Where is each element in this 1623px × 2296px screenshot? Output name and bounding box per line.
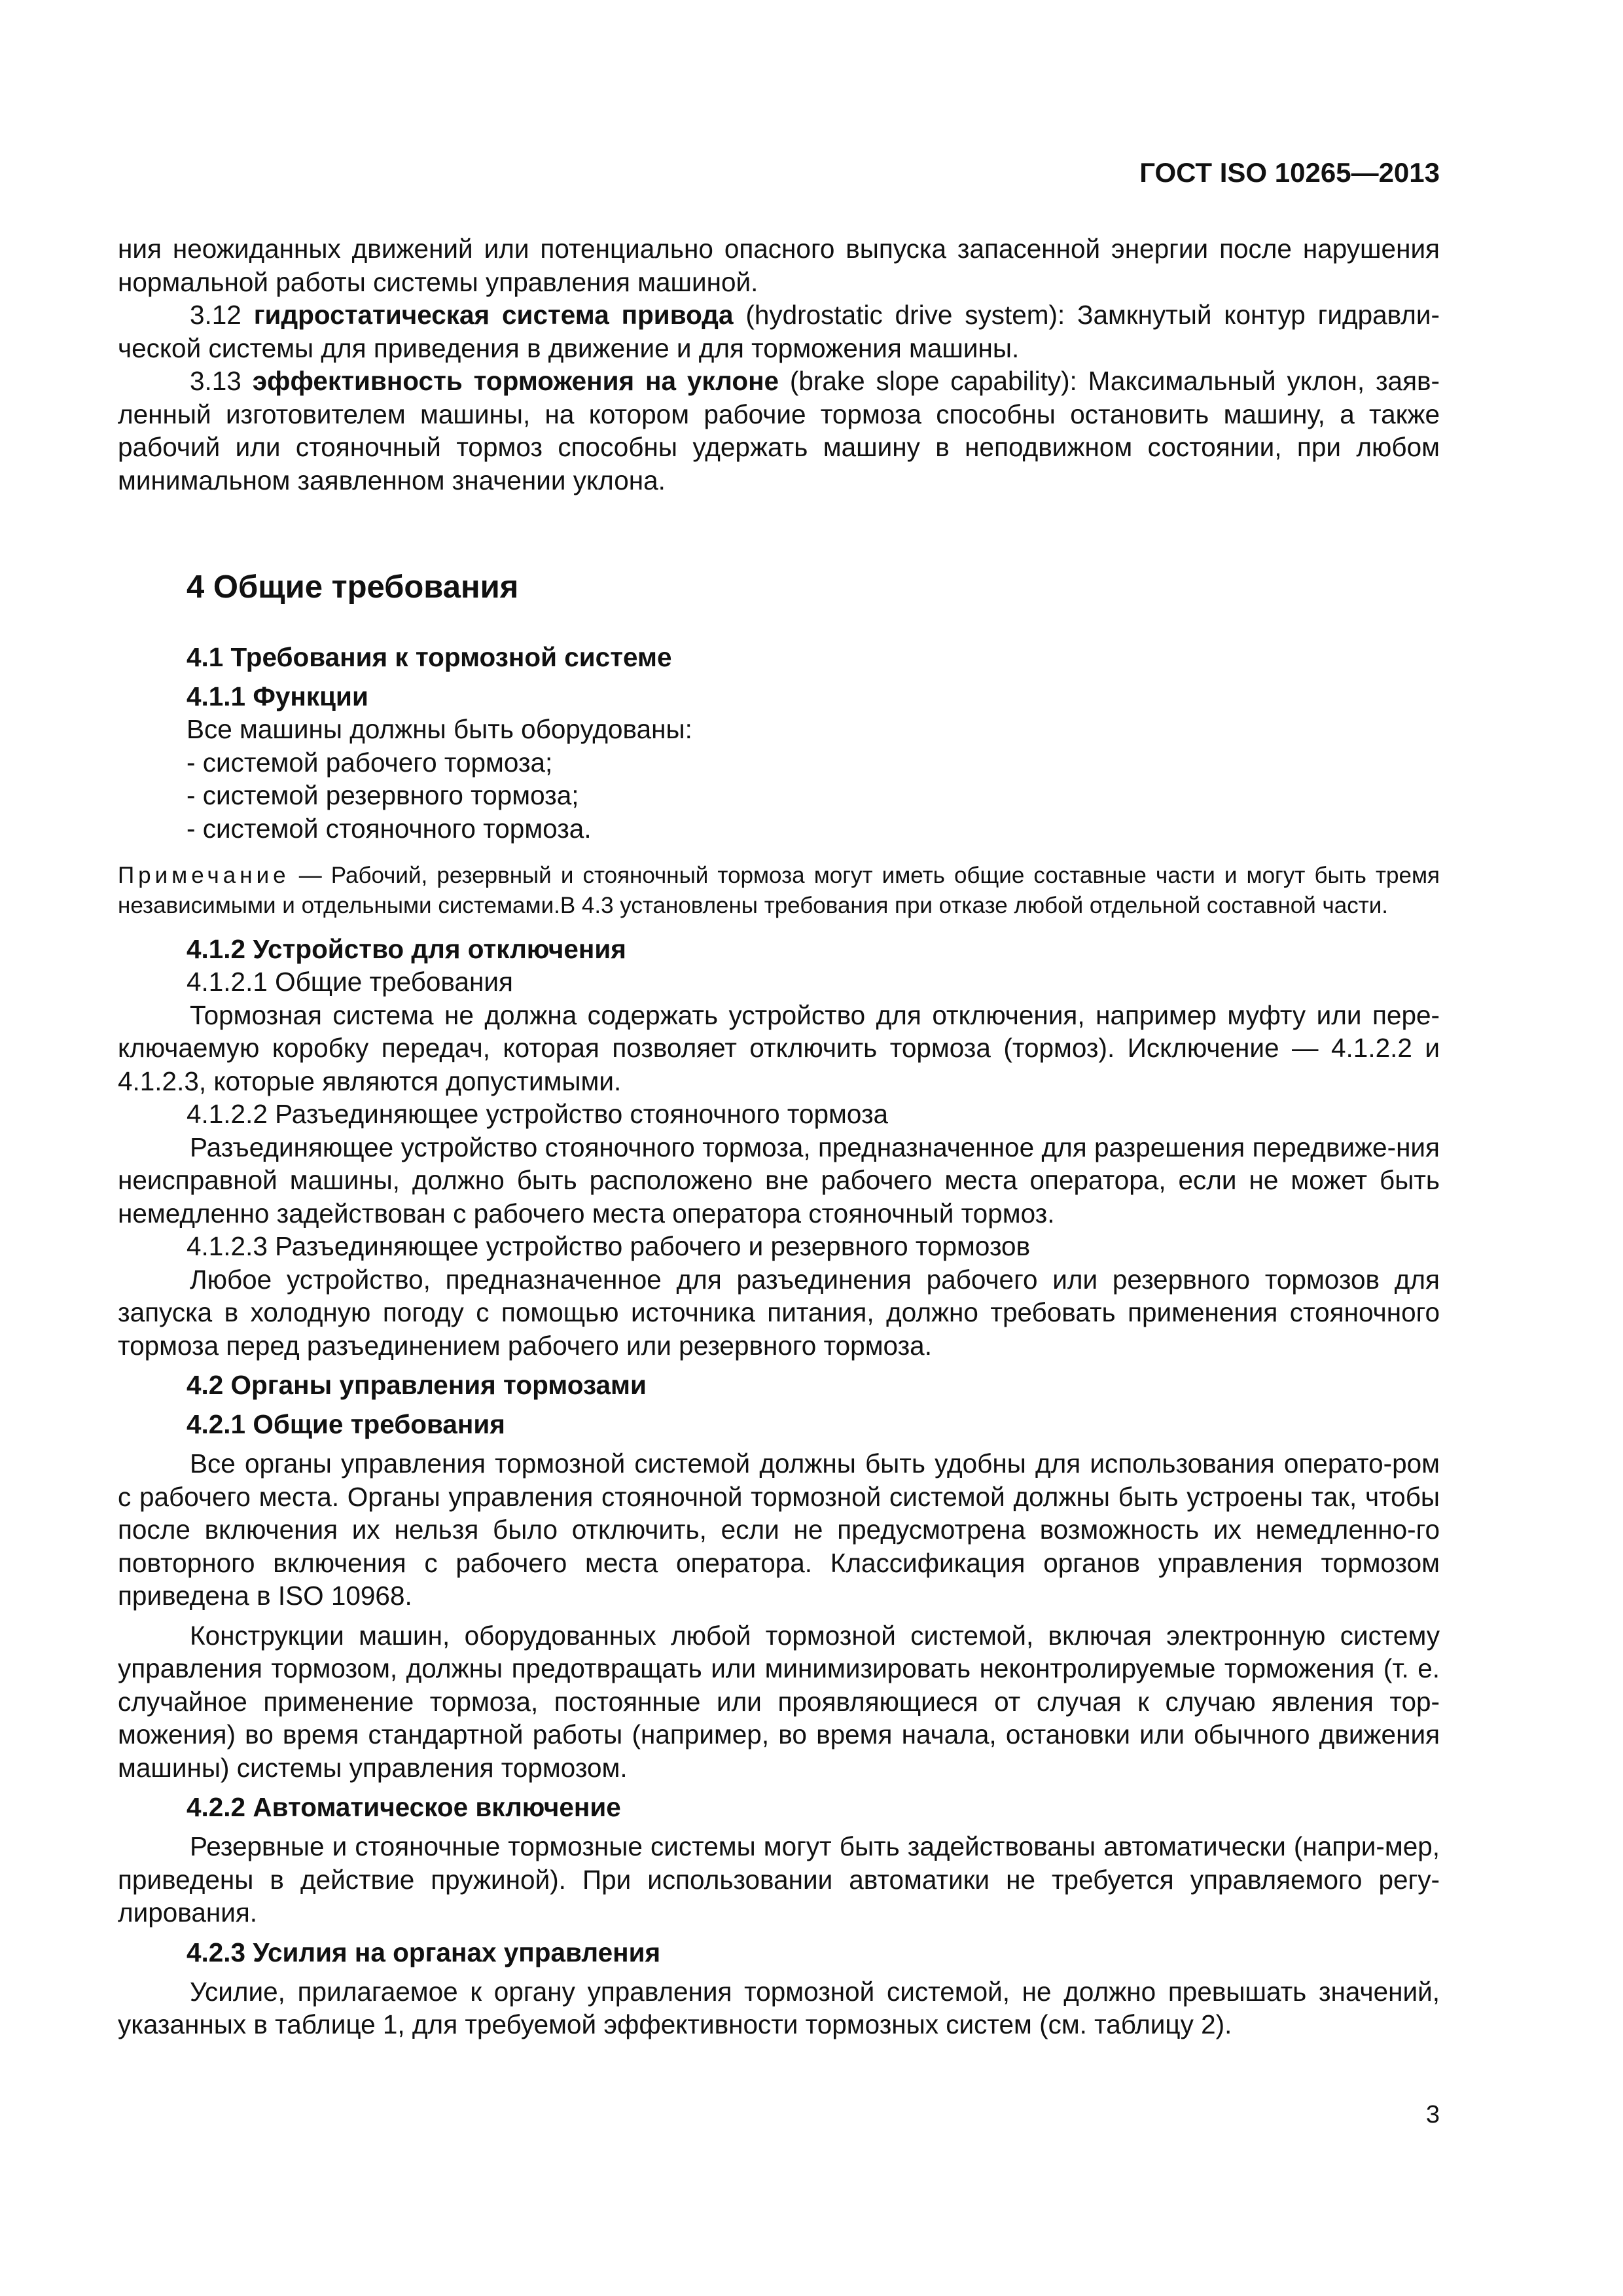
paragraph: Тормозная система не должна содержать устройство для отключения, например муфту или пере-ключаемую коробку передач, которая позволяет отключить тормоза (тормоз). Исключение — 4.1.2.2 и 4.1.2.3, которые являются допустимыми.	[118, 999, 1440, 1096]
clause-title: 4.1.2.3 Разъединяющее устройство рабочего и резервного тормозов	[187, 1231, 1031, 1261]
paragraph: Разъединяющее устройство стояночного тормоза, предназначенное для разрешения передвиже-ния неисправной машины, должно быть расположено вне рабочего места оператора, если не может быть немедленно задействован с рабочего места оператора стояночный тормоз.	[118, 1132, 1440, 1229]
note-text: — Рабочий, резервный и стояночный тормоза могут иметь общие составные части и могут быть тремя независимыми и отдельными системами.В 4.3 установлены требования при отказе любой отдельной составной части.	[118, 863, 1440, 918]
paragraph: Усилие, прилагаемое к органу управления тормозной системой, не должно превышать значений, указанных в таблице 1, для требуемой эффективности тормозных систем (см. таблицу 2).	[118, 1976, 1440, 2039]
paragraph: Все органы управления тормозной системой должны быть удобны для использования операто-ром с рабочего места. Органы управления стояночной тормозной системой должны быть устроены так, чтобы после включения их нельзя было отключить, если не предусмотрена возможность их немедленно-го повторного включения с рабочего места оператора. Классификация органов управления тормозом приведена в ISO 10968.	[118, 1448, 1440, 1611]
definition-3-13	[118, 365, 1440, 497]
subsection-heading: 4.2.3 Усилия на органах управления	[187, 1937, 661, 1967]
intro-line-1: ния неожиданных движений или потенциально опасного выпуска запасенной энергии после нарушения	[118, 234, 1440, 264]
note	[118, 861, 1440, 921]
list-item: - системой резервного тормоза;	[187, 780, 579, 810]
page-number: 3	[1425, 2101, 1440, 2128]
paragraph: Любое устройство, предназначенное для разъединения рабочего или резервного тормозов для запуска в холодную погоду с помощью источника питания, должно требовать применения стояночного тормоза перед разъединением рабочего или резервного тормоза.	[118, 1264, 1440, 1361]
subsection-heading: 4.2.1 Общие требования	[187, 1409, 505, 1439]
definition-number: 3.13	[190, 366, 253, 396]
definition-text: (hydrostatic drive system): Замкнутый контур гидравли-ческой системы для приведения в движение и для торможения машины.	[118, 300, 1440, 363]
page-body	[118, 232, 1440, 2041]
paragraph: Резервные и стояночные тормозные системы могут быть задействованы автоматически (напри-мер, приведены в действие пружиной). При использовании автоматики не требуется управляемого регу-лирования.	[118, 1831, 1440, 1928]
definition-term: эффективность торможения на уклоне	[252, 366, 779, 396]
paragraph: Все машины должны быть оборудованы:	[187, 714, 692, 744]
intro-line-2: нормальной работы системы управления машиной.	[118, 266, 758, 297]
subsection-heading: 4.1.1 Функции	[187, 681, 368, 711]
definition-number: 3.12	[190, 300, 254, 330]
clause-title: 4.1.2.2 Разъединяющее устройство стояночного тормоза	[187, 1099, 889, 1129]
definition-text: (brake slope capability): Максимальный уклон, заяв-ленный изготовителем машины, на котором рабочие тормоза способны остановить машину, а также рабочий или стояночный тормоз способны удержать машину в неподвижном состоянии, при любом минимальном заявленном значении уклона.	[118, 366, 1440, 495]
subsection-heading: 4.2.2 Автоматическое включение	[187, 1792, 621, 1822]
paragraph: Конструкции машин, оборудованных любой тормозной системой, включая электронную систему управления тормозом, должны предотвращать или минимизировать неконтролируемые торможения (т. е. случайное применение тормоза, постоянные или проявляющиеся от случая к случаю явления тор-можения) во время стандартной работы (например, во время начала, остановки или обычного движения машины) системы управления тормозом.	[118, 1620, 1440, 1783]
section-heading: 4 Общие требования	[187, 569, 519, 605]
subsection-heading: 4.1 Требования к тормозной системе	[187, 642, 672, 672]
document-header: ГОСТ ISO 10265—2013	[1139, 157, 1440, 188]
subsection-heading: 4.2 Органы управления тормозами	[187, 1370, 647, 1400]
clause-title: 4.1.2.1 Общие требования	[187, 967, 513, 997]
requirements-list	[187, 746, 1440, 846]
subsection-heading: 4.1.2 Устройство для отключения	[187, 934, 626, 964]
list-item: - системой рабочего тормоза;	[187, 747, 553, 778]
definition-3-12	[118, 298, 1440, 365]
note-label: Примечание	[118, 863, 290, 888]
definition-term: гидростатическая система привода	[253, 300, 734, 330]
list-item: - системой стояночного тормоза.	[187, 813, 592, 844]
